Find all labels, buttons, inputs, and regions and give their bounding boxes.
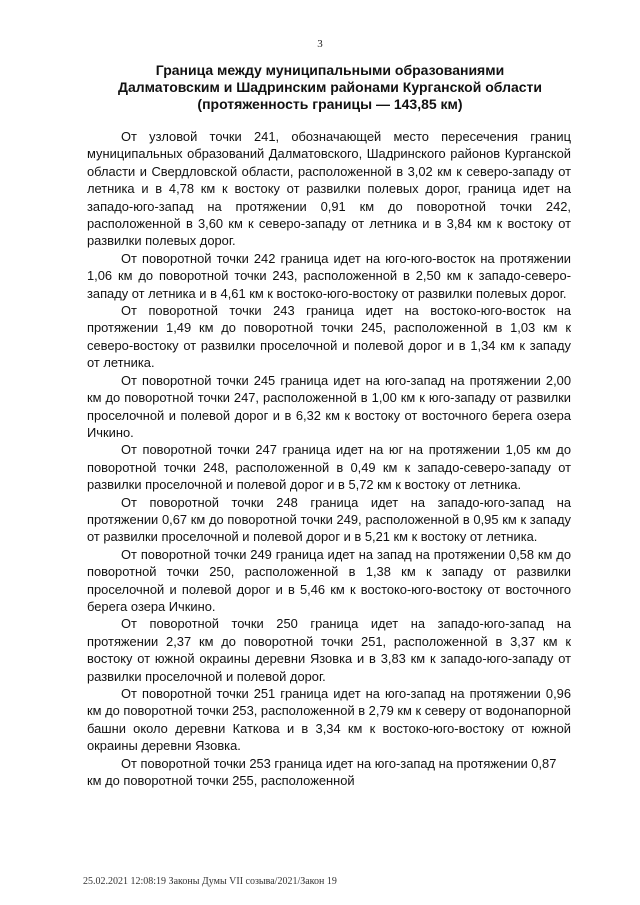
title-line: (протяженность границы — 143,85 км) — [197, 96, 463, 112]
paragraph: От поворотной точки 245 граница идет на юго-запад на протяжении 2,00 км до поворотной точки 247, расположенной в 1,00 км к юго-западу от развилки проселочной и полевой дорог и в 6,32 км к востоку от восточного берега озера Ичкино. — [87, 372, 571, 440]
title-line: Граница между муниципальными образованиями — [155, 62, 505, 78]
paragraph: От поворотной точки 248 граница идет на западо-юго-запад на протяжении 0,67 км до поворотной точки 249, расположенной в 0,95 км к западу от развилки проселочной и полевой дорог и в 5,21 км к востоку от летника. — [87, 494, 571, 545]
paragraph: От поворотной точки 253 граница идет на юго-запад на протяжении 0,87 км до поворотной точки 255, расположенной — [87, 755, 557, 789]
footer-stamp: 25.02.2021 12:08:19 Законы Думы VII созыва/2021/Закон 19 — [83, 876, 337, 887]
paragraph: От поворотной точки 247 граница идет на юг на протяжении 1,05 км до поворотной точки 248, расположенной в 0,49 км к западо-северо-западу от развилки проселочной и полевой дорог и в 5,72 км к востоку от летника. — [87, 442, 571, 493]
paragraph: От узловой точки 241, обозначающей место пересечения границ муниципальных образований Далматовского, Шадринского районов Курганской области и Свердловской области, расположенной в 3,02 км к северо-западу от летника и в 4,78 км к востоку от развилки полевых дорог, граница идет на западо-юго-запад на протяжении 0,91 км до поворотной точки 242, расположенной в 3,60 км к северо-западу от летника и в 3,84 км к востоку от развилки полевых дорог. — [87, 129, 571, 249]
paragraph: От поворотной точки 243 граница идет на востоко-юго-восток на протяжении 1,49 км до поворотной точки 245, расположенной в 1,03 км к северо-востоку от развилки проселочной и полевой дорог и в 1,34 км к западу от летника. — [87, 303, 571, 371]
document-body — [87, 128, 571, 789]
page-number: 3 — [317, 38, 323, 50]
paragraph: От поворотной точки 250 граница идет на западо-юго-запад на протяжении 2,37 км до поворотной точки 251, расположенной в 3,37 км к востоку от южной окраины деревни Язовка и в 3,83 км к западо-юго-западу от развилки проселочной и полевой дорог. — [87, 616, 571, 684]
paragraph: От поворотной точки 242 граница идет на юго-юго-восток на протяжении 1,06 км до поворотной точки 243, расположенной в 2,50 км к западо-северо-западу от летника и в 4,61 км к востоко-юго-востоку от развилки полевых дорог. — [87, 250, 571, 301]
document-title — [60, 62, 600, 113]
paragraph: От поворотной точки 251 граница идет на юго-запад на протяжении 0,96 км до поворотной точки 253, расположенной в 2,79 км к северу от водонапорной башни около деревни Каткова и в 3,34 км к востоко-юго-востоку от южной окраины деревни Язовка. — [87, 686, 571, 754]
title-line: Далматовским и Шадринским районами Курганской области — [117, 79, 543, 95]
paragraph: От поворотной точки 249 граница идет на запад на протяжении 0,58 км до поворотной точки 250, расположенной в 1,38 км к западу от развилки проселочной и полевой дорог и в 5,46 км к востоко-юго-востоку от восточного берега озера Ичкино. — [87, 546, 571, 614]
